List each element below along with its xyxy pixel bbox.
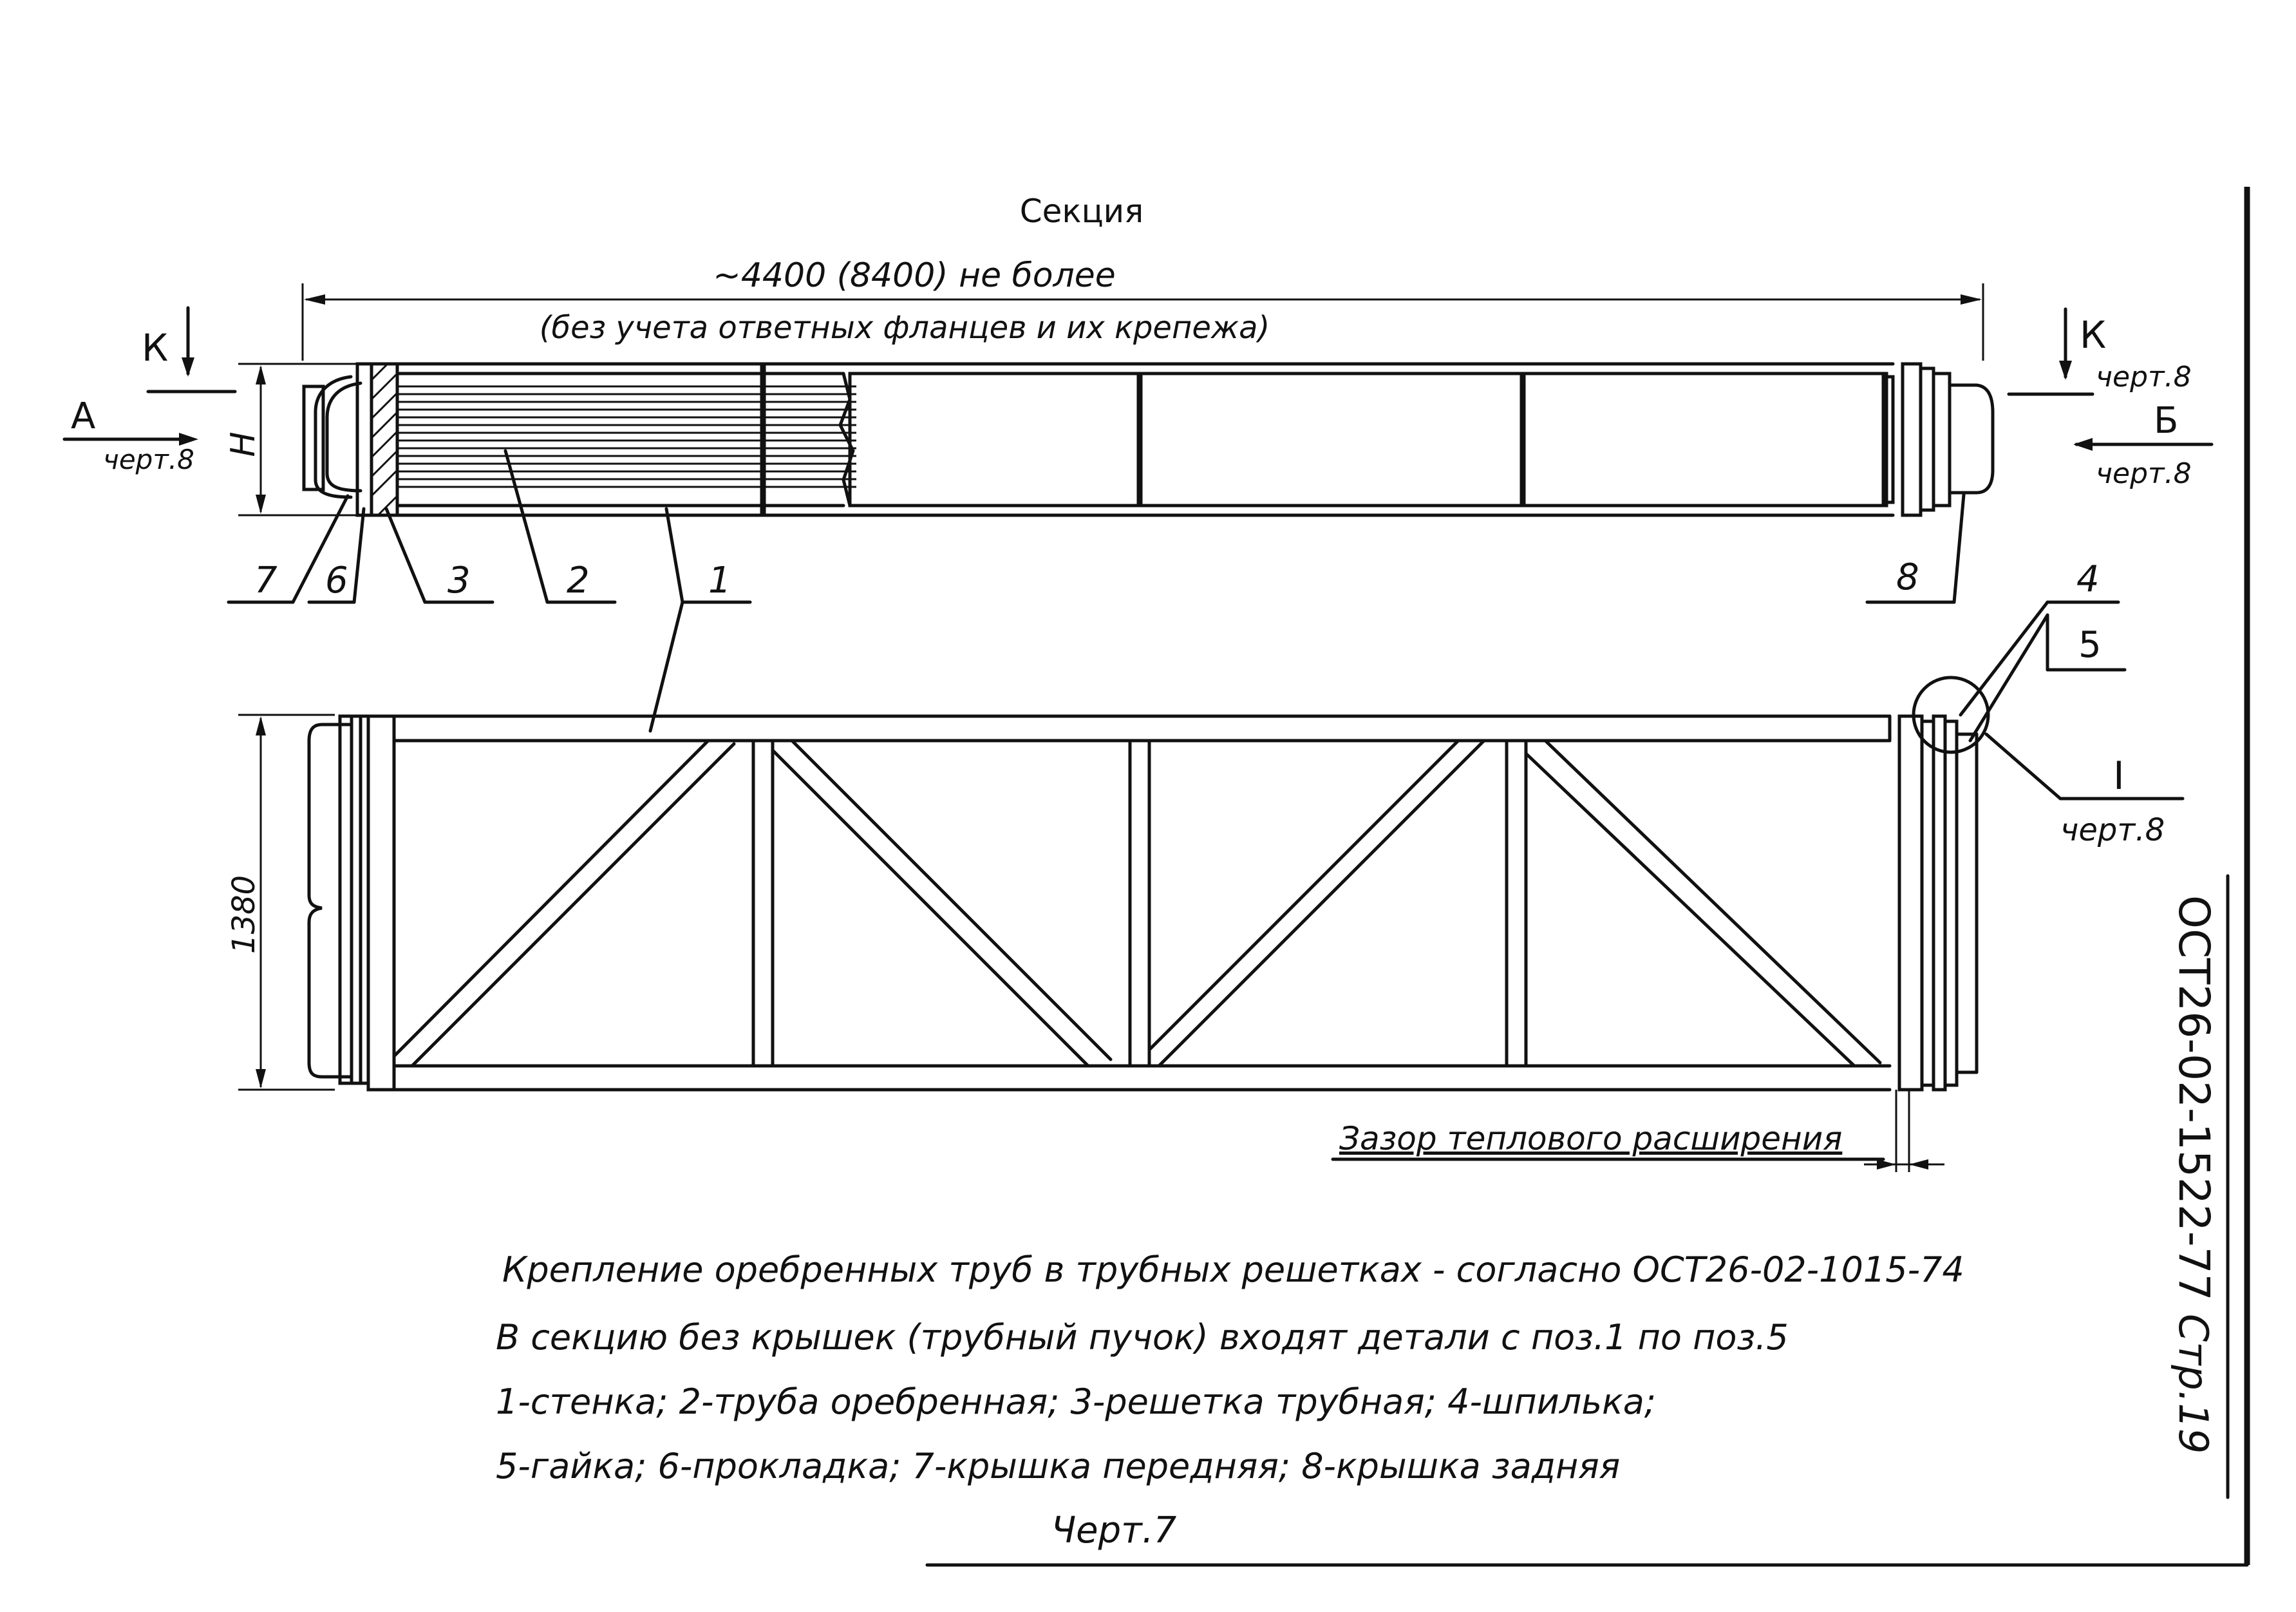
position-6: 6 xyxy=(325,560,348,602)
top-view xyxy=(224,364,1993,515)
note-line-1: Крепление оребренных труб в трубных решетках - согласно ОСТ26-02-1015-74 xyxy=(502,1249,1964,1290)
position-2: 2 xyxy=(567,560,590,602)
document-stamp xyxy=(2169,876,2228,1497)
gap-label: Зазор теплового расширения xyxy=(1339,1120,1843,1157)
view-a-label: А xyxy=(71,395,96,437)
view-marker-k-left xyxy=(142,308,235,392)
detail-i-ref: черт.8 xyxy=(2060,812,2165,848)
view-a-ref: черт.8 xyxy=(103,444,194,475)
front-view xyxy=(226,678,1988,1172)
position-8: 8 xyxy=(1896,556,1919,598)
position-leaders-right xyxy=(1961,558,2183,848)
note-line-4: 5-гайка; 6-прокладка; 7-крышка передняя; 8-крышка задняя xyxy=(496,1446,1621,1486)
doc-page: Стр.19 xyxy=(2170,1314,2217,1454)
length-note: (без учета ответных фланцев и их крепежа) xyxy=(539,310,1270,346)
view-b-ref: черт.8 xyxy=(2096,457,2192,490)
position-leaders-top xyxy=(229,451,1964,731)
detail-i-label: I xyxy=(2113,754,2125,799)
length-label: ~4400 (8400) не более xyxy=(713,256,1116,295)
view-marker-b xyxy=(2073,400,2212,490)
note-line-2: В секцию без крышек (трубный пучок) входят детали с поз.1 по поз.5 xyxy=(496,1317,1789,1358)
height-h-label: Н xyxy=(224,431,263,457)
view-marker-k-right xyxy=(2009,309,2192,394)
view-marker-a xyxy=(64,395,198,475)
position-1: 1 xyxy=(708,560,731,602)
position-7: 7 xyxy=(254,560,278,602)
figure-label: Черт.7 xyxy=(1051,1510,1177,1551)
section-title: Секция xyxy=(1019,193,1144,230)
notes-block xyxy=(496,1249,1964,1551)
position-4: 4 xyxy=(2076,558,2100,600)
view-b-label: Б xyxy=(2154,400,2179,442)
view-k-left-label: К xyxy=(142,326,169,370)
view-k-right-label: К xyxy=(2080,313,2107,357)
position-5: 5 xyxy=(2078,624,2102,666)
note-line-3: 1-стенка; 2-труба оребренная; 3-решетка трубная; 4-шпилька; xyxy=(496,1381,1656,1422)
view-k-right-ref: черт.8 xyxy=(2096,361,2192,394)
height-value-label: 1380 xyxy=(226,875,262,954)
length-dimension xyxy=(303,256,1983,361)
doc-number: ОСТ26-02-1522-77 xyxy=(2169,895,2219,1301)
position-3: 3 xyxy=(447,560,471,602)
